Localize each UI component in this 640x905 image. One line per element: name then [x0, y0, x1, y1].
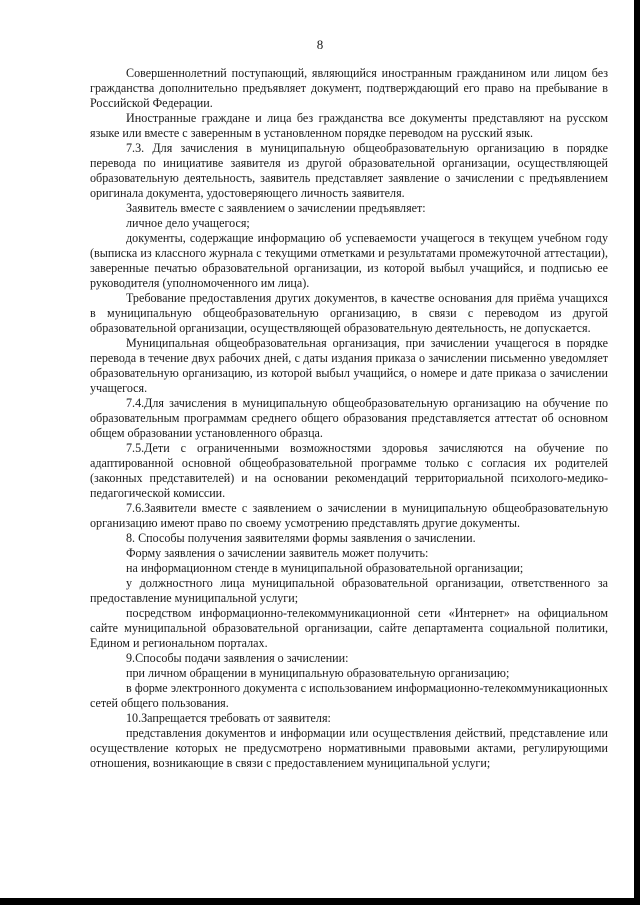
paragraph: у должностного лица муниципальной образовательной организации, ответственного за предоставление муниципальной услуги; [90, 576, 608, 605]
paragraph: при личном обращении в муниципальную образовательную организацию; [126, 666, 510, 680]
paragraph: Совершеннолетний поступающий, являющийся иностранным гражданином или лицом без гражданства дополнительно предъявляет документ, подтверждающий его право на пребывание в Российской Федерации. [90, 66, 608, 110]
paragraph: 7.6.Заявители вместе с заявлением о зачислении в муниципальную общеобразовательную организацию имеют право по своему усмотрению представлять другие документы. [90, 501, 608, 530]
paragraph: посредством информационно-телекоммуникационной сети «Интернет» на официальном сайте муниципальной образовательной организации, сайте департамента социальной политики, Едином и региональном порталах. [90, 606, 608, 650]
document-body [90, 66, 608, 771]
paragraph: в форме электронного документа с использованием информационно-телекоммуникационных сетей общего пользования. [90, 681, 608, 710]
paragraph: 9.Способы подачи заявления о зачислении: [126, 651, 349, 665]
paragraph: Требование предоставления других документов, в качестве основания для приёма учащихся в муниципальную общеобразовательную организацию, в связи с переводом из другой образовательной организации, осуществляющей образовательную деятельность, не допускается. [90, 291, 608, 335]
paragraph: Иностранные граждане и лица без гражданства все документы представляют на русском языке или вместе с заверенным в установленном порядке переводом на русский язык. [90, 111, 608, 140]
paragraph: 7.4.Для зачисления в муниципальную общеобразовательную организацию на обучение по образовательным программам среднего общего образования представляется аттестат об основном общем образовании установленного образца. [90, 396, 608, 440]
scan-edge-bottom [0, 898, 640, 905]
paragraph: 10.Запрещается требовать от заявителя: [126, 711, 331, 725]
paragraph: документы, содержащие информацию об успеваемости учащегося в текущем учебном году (выписка из классного журнала с текущими отметками и результатами промежуточной аттестации), заверенные печатью образовательной организации, из которой выбыл учащийся, и подписью ее руководителя (уполномоченного им лица). [90, 231, 608, 290]
paragraph: Заявитель вместе с заявлением о зачислении предъявляет: [126, 201, 426, 215]
paragraph: на информационном стенде в муниципальной образовательной организации; [126, 561, 524, 575]
paragraph: личное дело учащегося; [126, 216, 250, 230]
scan-edge-right [634, 0, 640, 905]
paragraph: 7.3. Для зачисления в муниципальную общеобразовательную организацию в порядке перевода по инициативе заявителя из другой образовательной организации, осуществляющей образовательную деятельность, заявитель представляет заявление о зачислении с предъявлением оригинала документа, удостоверяющего личность заявителя. [90, 141, 608, 200]
page-number: 8 [316, 37, 324, 52]
paragraph: 8. Способы получения заявителями формы заявления о зачислении. [126, 531, 476, 545]
paragraph: Муниципальная общеобразовательная организация, при зачислении учащегося в порядке перевода в течение двух рабочих дней, с даты издания приказа о зачислении письменно уведомляет образовательную организацию, из которой выбыл учащийся, о номере и дате приказа о зачислении учащегося. [90, 336, 608, 395]
paragraph: представления документов и информации или осуществления действий, представление или осуществление которых не предусмотрено нормативными правовыми актами, регулирующими отношения, возникающие в связи с предоставлением муниципальной услуги; [90, 726, 608, 770]
paragraph: 7.5.Дети с ограниченными возможностями здоровья зачисляются на обучение по адаптированной основной общеобразовательной программе только с согласия их родителей (законных представителей) и на основании рекомендаций территориальной психолого-медико-педагогической комиссии. [90, 441, 608, 500]
paragraph: Форму заявления о зачислении заявитель может получить: [126, 546, 429, 560]
